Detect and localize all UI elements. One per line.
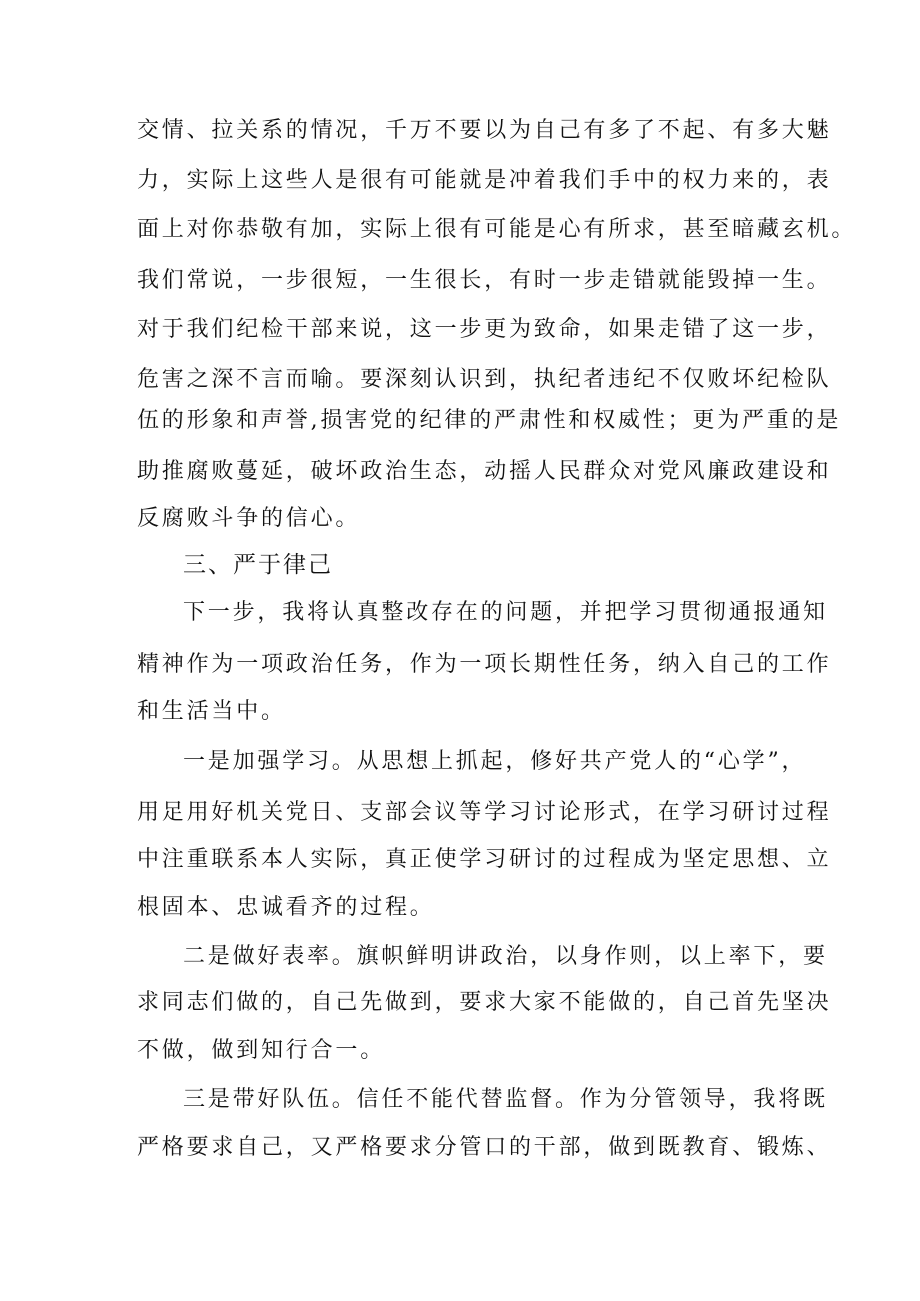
text-line: 反腐败斗争的信心。: [137, 506, 361, 531]
text-line: 一是加强学习。从思想上抓起，修好共产党人的“心学”，: [183, 749, 807, 774]
text-line: 不做，做到知行合一。: [137, 1038, 386, 1063]
text-line: 我们常说，一步很短，一生很长，有时一步走错就能毁掉一生。: [137, 268, 832, 293]
text-line: 严格要求自己，又严格要求分管口的干部，做到既教育、锻炼、: [137, 1135, 832, 1160]
text-line: 用足用好机关党日、支部会议等学习讨论形式，在学习研讨过程: [137, 800, 832, 825]
text-line: 伍的形象和声誉,损害党的纪律的严肃性和权威性；更为严重的是: [137, 408, 842, 433]
text-line: 中注重联系本人实际，真正使学习研讨的过程成为坚定思想、立: [137, 847, 832, 872]
text-line: 面上对你恭敬有加，实际上很有可能是心有所求，甚至暗藏玄机。: [137, 217, 857, 242]
text-line: 精神作为一项政治任务，作为一项长期性任务，纳入自己的工作: [137, 652, 832, 677]
section-heading: 三、严于律己: [183, 552, 333, 578]
text-line: 求同志们做的，自己先做到，要求大家不能做的，自己首先坚决: [137, 990, 832, 1015]
text-line: 根固本、忠诚看齐的过程。: [137, 895, 435, 920]
text-line: 助推腐败蔓延，破坏政治生态，动摇人民群众对党风廉政建设和: [137, 459, 832, 484]
text-line: 力，实际上这些人是很有可能就是冲着我们手中的权力来的，表: [137, 168, 832, 193]
text-line: 下一步，我将认真整改存在的问题，并把学习贯彻通报通知: [183, 600, 828, 625]
text-line: 二是做好表率。旗帜鲜明讲政治，以身作则，以上率下，要: [183, 944, 828, 969]
text-line: 危害之深不言而喻。要深刻认识到，执纪者违纪不仅败坏纪检队: [137, 367, 832, 392]
text-line: 对于我们纪检干部来说，这一步更为致命，如果走错了这一步，: [137, 317, 832, 342]
text-line: 交情、拉关系的情况，千万不要以为自己有多了不起、有多大魅: [137, 118, 832, 143]
text-line: 三是带好队伍。信任不能代替监督。作为分管领导，我将既: [183, 1087, 828, 1112]
text-line: 和生活当中。: [137, 699, 286, 724]
